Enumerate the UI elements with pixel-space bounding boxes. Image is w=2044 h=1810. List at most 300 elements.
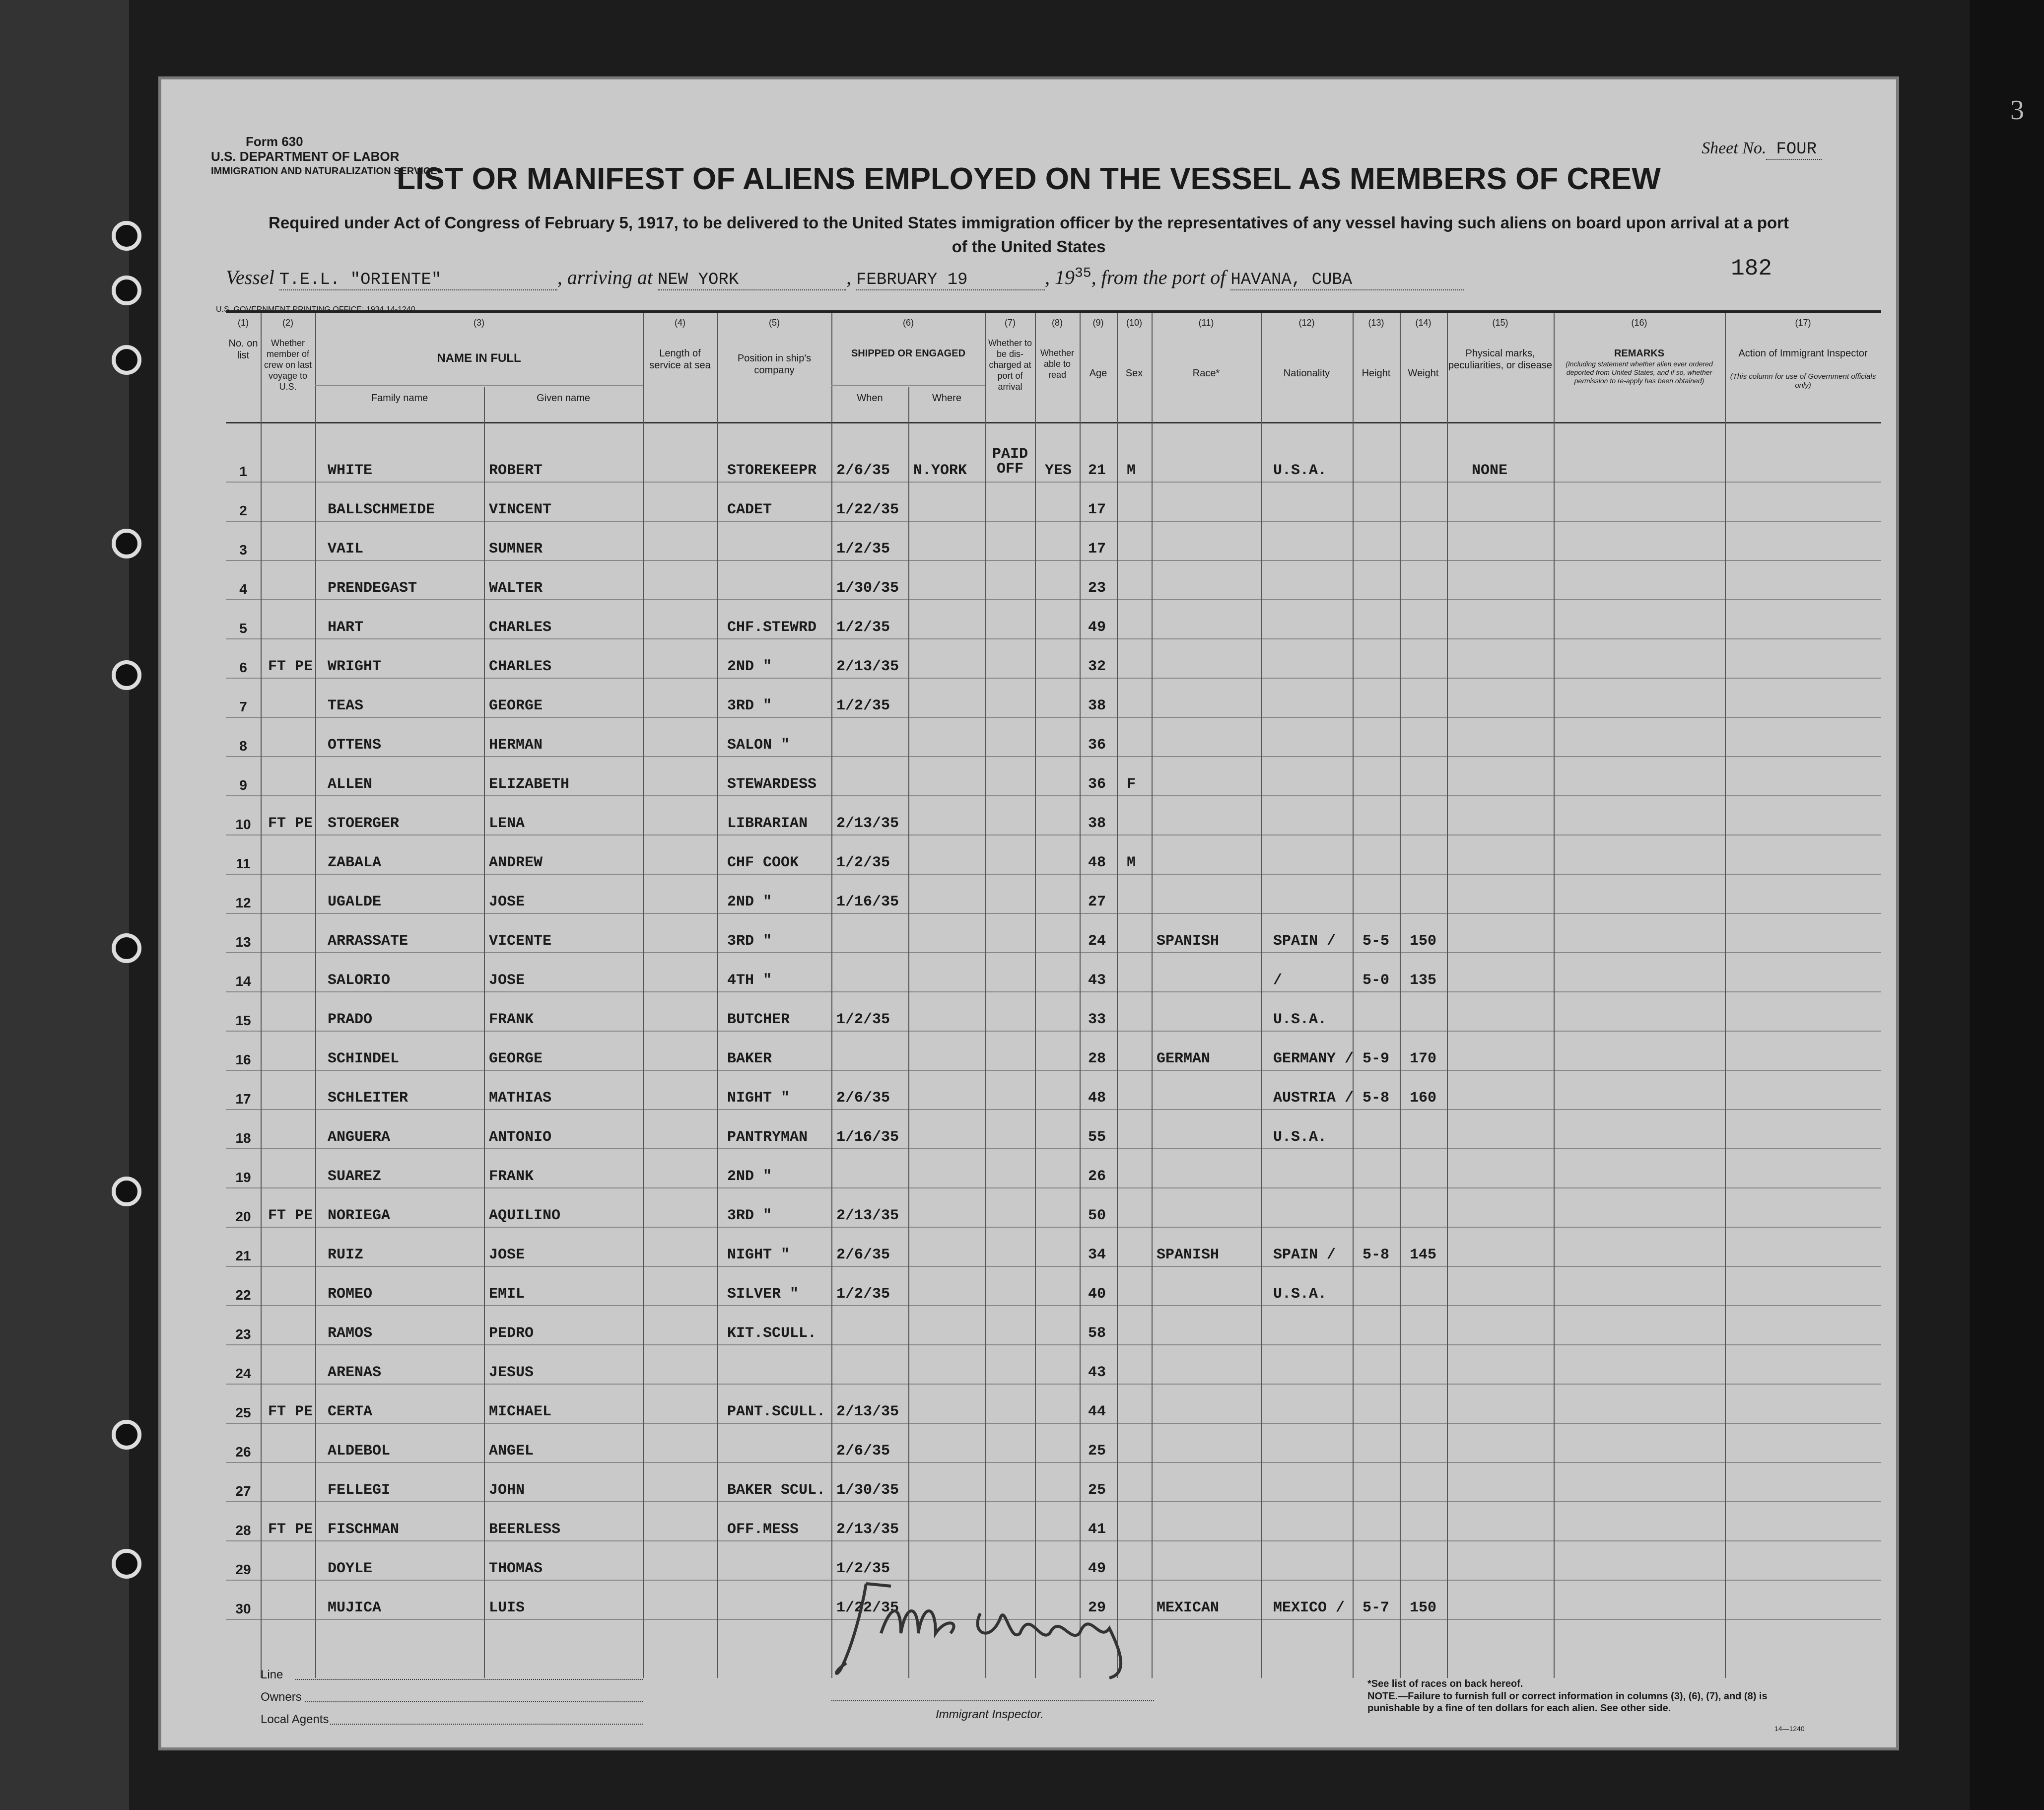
row-rule xyxy=(226,1148,1881,1149)
header-position: Position in ship's company xyxy=(737,353,812,376)
shipped-where-cell: N.YORK xyxy=(913,462,967,479)
shipped-when-cell: 1/30/35 xyxy=(836,580,899,597)
owners-label: Owners xyxy=(261,1690,302,1704)
header-when: When xyxy=(857,393,883,404)
film-border-right xyxy=(1970,0,2044,1810)
age-cell: 25 xyxy=(1088,1482,1106,1499)
row-number-cell: 21 xyxy=(235,1248,251,1263)
position-cell: BUTCHER xyxy=(727,1011,790,1028)
row-rule xyxy=(226,874,1881,875)
position-cell: CADET xyxy=(727,501,772,518)
position-cell: PANTRYMAN xyxy=(727,1129,808,1146)
header-physical-marks: Physical marks, peculiarities, or disease xyxy=(1448,348,1552,371)
sex-cell: M xyxy=(1127,854,1136,871)
given-name-cell: JOSE xyxy=(489,894,525,910)
vessel-label: Vessel xyxy=(226,266,274,288)
col-number: (13) xyxy=(1368,318,1384,328)
prev-voyage-cell: FT PE xyxy=(268,658,313,675)
row-number-cell: 16 xyxy=(235,1052,251,1067)
family-name-cell: TEAS xyxy=(328,697,364,714)
row-number-cell: 27 xyxy=(235,1483,251,1499)
header-prev-voyage: Whether member of crew on last voyage to U.S. xyxy=(264,338,312,392)
row-rule xyxy=(226,1187,1881,1188)
document-title: LIST OR MANIFEST OF ALIENS EMPLOYED ON THE VESSEL AS MEMBERS OF CREW xyxy=(397,162,1661,196)
height-cell: 5-9 xyxy=(1363,1050,1390,1067)
row-rule xyxy=(226,1423,1881,1424)
given-name-cell: FRANK xyxy=(489,1011,534,1028)
row-number-cell: 7 xyxy=(239,699,247,714)
row-rule xyxy=(226,913,1881,914)
shipped-when-cell: 1/22/35 xyxy=(836,501,899,518)
row-number-cell: 9 xyxy=(239,777,247,793)
given-name-cell: LUIS xyxy=(489,1600,525,1616)
age-cell: 48 xyxy=(1088,854,1106,871)
weight-cell: 135 xyxy=(1410,972,1437,989)
position-cell: NIGHT " xyxy=(727,1090,790,1107)
height-cell: 5-0 xyxy=(1363,972,1390,989)
given-name-cell: CHARLES xyxy=(489,658,552,675)
header-remarks: REMARKS xyxy=(1614,348,1665,359)
header-remarks-detail: (Including statement whether alien ever ordered deported from United States, and if so, whether permission to re-apply has been obtained) xyxy=(1566,360,1713,385)
given-name-cell: VICENTE xyxy=(489,933,552,950)
position-cell: BAKER xyxy=(727,1050,772,1067)
position-cell: 2ND " xyxy=(727,1168,772,1185)
form-code: 14—1240 xyxy=(1774,1725,1805,1733)
family-name-cell: VAIL xyxy=(328,541,364,557)
height-cell: 5-7 xyxy=(1363,1600,1390,1616)
sheet-label: Sheet No. xyxy=(1702,139,1767,157)
given-name-cell: ANGEL xyxy=(489,1443,534,1460)
given-name-cell: FRANK xyxy=(489,1168,534,1185)
age-cell: 58 xyxy=(1088,1325,1106,1342)
binding-hole xyxy=(112,529,141,558)
row-number-cell: 14 xyxy=(235,974,251,989)
age-cell: 49 xyxy=(1088,1560,1106,1577)
row-rule xyxy=(226,795,1881,796)
shipped-when-cell: 2/13/35 xyxy=(836,1207,899,1224)
row-number-cell: 3 xyxy=(239,542,247,557)
nationality-cell: U.S.A. xyxy=(1273,1129,1327,1146)
shipped-when-cell: 1/16/35 xyxy=(836,1129,899,1146)
position-cell: 3RD " xyxy=(727,933,772,950)
col-number: (5) xyxy=(769,318,780,328)
penalty-note: NOTE.—Failure to furnish full or correct information in columns (3), (6), (7), and (8) is punishable by a fine of ten dollars for each alien. See other side. xyxy=(1367,1691,1768,1714)
row-number-cell: 12 xyxy=(235,895,251,910)
row-number-cell: 8 xyxy=(239,738,247,754)
age-cell: 17 xyxy=(1088,541,1106,557)
column-divider xyxy=(1117,313,1118,1678)
family-name-cell: ZABALA xyxy=(328,854,382,871)
row-rule xyxy=(226,1227,1881,1228)
physical-marks-cell: NONE xyxy=(1472,462,1508,479)
row-number-cell: 2 xyxy=(239,503,247,518)
column-divider xyxy=(643,313,644,1678)
row-rule xyxy=(226,991,1881,992)
family-name-cell: MUJICA xyxy=(328,1600,382,1616)
family-name-cell: RUIZ xyxy=(328,1247,364,1263)
sex-cell: F xyxy=(1127,776,1136,793)
col-number: (10) xyxy=(1126,318,1142,328)
age-cell: 48 xyxy=(1088,1090,1106,1107)
family-name-cell: ANGUERA xyxy=(328,1129,391,1146)
given-name-cell: SUMNER xyxy=(489,541,543,557)
weight-cell: 150 xyxy=(1410,933,1437,950)
given-name-cell: MATHIAS xyxy=(489,1090,552,1107)
shipped-when-cell: 2/13/35 xyxy=(836,1403,899,1420)
given-name-cell: CHARLES xyxy=(489,619,552,636)
row-rule xyxy=(226,756,1881,757)
crew-table xyxy=(226,310,1881,1678)
inspector-field xyxy=(831,1700,1154,1701)
height-cell: 5-8 xyxy=(1363,1090,1390,1107)
row-number-cell: 28 xyxy=(235,1523,251,1538)
row-rule xyxy=(226,1266,1881,1267)
prev-voyage-cell: FT PE xyxy=(268,815,313,832)
family-name-cell: STOERGER xyxy=(328,815,400,832)
film-border-left xyxy=(0,0,129,1810)
family-name-cell: ALLEN xyxy=(328,776,373,793)
given-name-cell: GEORGE xyxy=(489,697,543,714)
shipped-when-cell: 1/2/35 xyxy=(836,541,890,557)
col-number: (11) xyxy=(1198,318,1214,328)
row-rule xyxy=(226,1109,1881,1110)
age-cell: 40 xyxy=(1088,1286,1106,1303)
column-divider xyxy=(1353,313,1354,1678)
column-divider xyxy=(1035,313,1036,1678)
nationality-cell: AUSTRIA / xyxy=(1273,1090,1354,1107)
header-shipped-engaged: SHIPPED OR ENGAGED xyxy=(851,348,966,359)
prev-voyage-cell: FT PE xyxy=(268,1207,313,1224)
race-cell: MEXICAN xyxy=(1157,1600,1220,1616)
row-rule xyxy=(226,560,1881,561)
line-label: Line xyxy=(261,1668,283,1681)
family-name-cell: FISCHMAN xyxy=(328,1521,400,1538)
row-rule xyxy=(226,1501,1881,1502)
age-cell: 21 xyxy=(1088,462,1106,479)
family-name-cell: SCHINDEL xyxy=(328,1050,400,1067)
family-name-cell: ALDEBOL xyxy=(328,1443,391,1460)
nationality-cell: SPAIN / xyxy=(1273,1247,1336,1263)
given-name-cell: LENA xyxy=(489,815,525,832)
header-weight: Weight xyxy=(1408,368,1439,379)
shipped-when-cell: 2/6/35 xyxy=(836,1443,890,1460)
shipped-when-cell: 2/13/35 xyxy=(836,815,899,832)
shipped-when-cell: 1/2/35 xyxy=(836,697,890,714)
family-name-cell: CERTA xyxy=(328,1403,373,1420)
binding-hole xyxy=(112,933,141,963)
header-discharged: Whether to be dis-charged at port of arrival xyxy=(988,338,1032,392)
family-name-cell: SUAREZ xyxy=(328,1168,382,1185)
shipped-when-cell: 1/16/35 xyxy=(836,894,899,910)
nationality-cell: SPAIN / xyxy=(1273,933,1336,950)
header-where: Where xyxy=(932,393,961,404)
given-name-cell: MICHAEL xyxy=(489,1403,552,1420)
row-number-cell: 6 xyxy=(239,660,247,675)
nationality-cell: GERMANY / xyxy=(1273,1050,1354,1067)
given-name-cell: AQUILINO xyxy=(489,1207,561,1224)
family-name-cell: NORIEGA xyxy=(328,1207,391,1224)
shipped-when-cell: 1/22/35 xyxy=(836,1600,899,1616)
form-department: U.S. DEPARTMENT OF LABOR xyxy=(211,149,400,164)
column-divider xyxy=(1554,313,1555,1678)
age-cell: 17 xyxy=(1088,501,1106,518)
column-divider xyxy=(831,313,832,1678)
races-note: *See list of races on back hereof. xyxy=(1367,1678,1523,1689)
given-name-cell: JOSE xyxy=(489,972,525,989)
row-number-cell: 5 xyxy=(239,621,247,636)
shipped-when-cell: 2/13/35 xyxy=(836,658,899,675)
position-cell: OFF.MESS xyxy=(727,1521,799,1538)
column-divider xyxy=(985,313,986,1678)
family-name-cell: UGALDE xyxy=(328,894,382,910)
age-cell: 23 xyxy=(1088,580,1106,597)
family-name-cell: HART xyxy=(328,619,364,636)
row-rule xyxy=(226,678,1881,679)
row-number-cell: 19 xyxy=(235,1170,251,1185)
col-number: (12) xyxy=(1298,318,1315,328)
row-number-cell: 15 xyxy=(235,1013,251,1028)
subheader-divider xyxy=(831,385,985,386)
sheet-value: FOUR xyxy=(1766,140,1822,160)
family-name-cell: PRADO xyxy=(328,1011,373,1028)
weight-cell: 150 xyxy=(1410,1600,1437,1616)
col-number: (17) xyxy=(1795,318,1811,328)
row-rule xyxy=(226,599,1881,600)
subheader-divider xyxy=(315,385,643,386)
from-port-label: from the port of xyxy=(1101,266,1226,288)
row-number-cell: 11 xyxy=(236,856,251,871)
row-number-cell: 10 xyxy=(235,817,251,832)
form-service: IMMIGRATION AND NATURALIZATION SERVICE xyxy=(211,166,437,177)
inspector-label: Immigrant Inspector. xyxy=(936,1708,1044,1721)
age-cell: 25 xyxy=(1088,1443,1106,1460)
header-family-name: Family name xyxy=(371,393,428,404)
binding-hole xyxy=(112,345,141,375)
discharged-cell: PAID OFF xyxy=(992,446,1028,478)
age-cell: 29 xyxy=(1088,1600,1106,1616)
family-name-cell: WRIGHT xyxy=(328,658,382,675)
column-divider xyxy=(1080,313,1081,1678)
row-rule xyxy=(226,1305,1881,1306)
form-number: Form 630 xyxy=(246,134,303,149)
position-cell: 2ND " xyxy=(727,658,772,675)
age-cell: 33 xyxy=(1088,1011,1106,1028)
row-rule xyxy=(226,1384,1881,1385)
position-cell: SALON " xyxy=(727,737,790,754)
nationality-cell: U.S.A. xyxy=(1273,1286,1327,1303)
shipped-when-cell: 2/13/35 xyxy=(836,1521,899,1538)
sheet-number xyxy=(1702,139,1822,159)
given-name-cell: ROBERT xyxy=(489,462,543,479)
position-cell: LIBRARIAN xyxy=(727,815,808,832)
age-cell: 36 xyxy=(1088,776,1106,793)
header-name-in-full: NAME IN FULL xyxy=(437,351,521,365)
family-name-cell: FELLEGI xyxy=(328,1482,391,1499)
family-name-cell: ROMEO xyxy=(328,1286,373,1303)
shipped-when-cell: 1/2/35 xyxy=(836,619,890,636)
owners-field xyxy=(305,1701,643,1702)
row-number-cell: 13 xyxy=(235,934,251,950)
age-cell: 50 xyxy=(1088,1207,1106,1224)
row-number-cell: 24 xyxy=(235,1366,251,1381)
nationality-cell: U.S.A. xyxy=(1273,462,1327,479)
family-name-cell: RAMOS xyxy=(328,1325,373,1342)
position-cell: CHF.STEWRD xyxy=(727,619,817,636)
col-number: (1) xyxy=(238,318,249,328)
family-name-cell: BALLSCHMEIDE xyxy=(328,501,435,518)
header-no-on-list: No. on list xyxy=(228,338,258,361)
given-name-cell: JOHN xyxy=(489,1482,525,1499)
position-cell: NIGHT " xyxy=(727,1247,790,1263)
printing-office-line: U.S. GOVERNMENT PRINTING OFFICE: 1934 14-1240 xyxy=(216,305,415,314)
given-name-cell: ANTONIO xyxy=(489,1129,552,1146)
position-cell: BAKER SCUL. xyxy=(727,1482,826,1499)
age-cell: 44 xyxy=(1088,1403,1106,1420)
col-number: (16) xyxy=(1631,318,1647,328)
row-number-cell: 1 xyxy=(239,464,247,479)
position-cell: 2ND " xyxy=(727,894,772,910)
column-divider xyxy=(908,387,909,1678)
position-cell: 3RD " xyxy=(727,1207,772,1224)
shipped-when-cell: 1/30/35 xyxy=(836,1482,899,1499)
column-divider xyxy=(1447,313,1448,1678)
row-rule xyxy=(226,1070,1881,1071)
local-agents-label: Local Agents xyxy=(261,1713,329,1726)
col-number: (8) xyxy=(1052,318,1063,328)
age-cell: 26 xyxy=(1088,1168,1106,1185)
weight-cell: 145 xyxy=(1410,1247,1437,1263)
row-rule xyxy=(226,1031,1881,1032)
column-divider xyxy=(1152,313,1153,1678)
position-cell: CHF COOK xyxy=(727,854,799,871)
given-name-cell: GEORGE xyxy=(489,1050,543,1067)
race-cell: SPANISH xyxy=(1157,933,1220,950)
row-number-cell: 20 xyxy=(235,1209,251,1224)
header-race: Race* xyxy=(1192,368,1220,379)
shipped-when-cell: 1/2/35 xyxy=(836,854,890,871)
manifest-page xyxy=(161,79,1896,1747)
nationality-cell: / xyxy=(1273,972,1283,989)
nationality-cell: MEXICO / xyxy=(1273,1600,1345,1616)
prev-voyage-cell: FT PE xyxy=(268,1521,313,1538)
family-name-cell: WHITE xyxy=(328,462,373,479)
row-number-cell: 25 xyxy=(235,1405,251,1420)
age-cell: 28 xyxy=(1088,1050,1106,1067)
family-name-cell: OTTENS xyxy=(328,737,382,754)
position-cell: PANT.SCULL. xyxy=(727,1403,826,1420)
row-number-cell: 26 xyxy=(235,1444,251,1460)
given-name-cell: ELIZABETH xyxy=(489,776,570,793)
local-agents-field xyxy=(330,1724,643,1725)
column-divider xyxy=(1261,313,1262,1678)
column-divider xyxy=(1400,313,1401,1678)
arriving-label: arriving at xyxy=(567,266,653,288)
given-name-cell: HERMAN xyxy=(489,737,543,754)
shipped-when-cell: 1/2/35 xyxy=(836,1560,890,1577)
row-rule xyxy=(226,521,1881,522)
header-sex: Sex xyxy=(1125,368,1143,379)
prev-voyage-cell: FT PE xyxy=(268,1403,313,1420)
able-read-cell: YES xyxy=(1045,462,1072,479)
row-rule xyxy=(226,1540,1881,1541)
given-name-cell: PEDRO xyxy=(489,1325,534,1342)
shipped-when-cell: 2/6/35 xyxy=(836,462,890,479)
shipped-when-cell: 2/6/35 xyxy=(836,1247,890,1263)
age-cell: 55 xyxy=(1088,1129,1106,1146)
family-name-cell: PRENDEGAST xyxy=(328,580,417,597)
header-inspector-detail: (This column for use of Government officials only) xyxy=(1730,372,1876,390)
row-number-cell: 22 xyxy=(235,1287,251,1303)
row-rule xyxy=(226,717,1881,718)
given-name-cell: WALTER xyxy=(489,580,543,597)
age-cell: 41 xyxy=(1088,1521,1106,1538)
weight-cell: 160 xyxy=(1410,1090,1437,1107)
binding-hole xyxy=(112,1549,141,1579)
corner-number: 3 xyxy=(2010,95,2024,126)
position-cell: 4TH " xyxy=(727,972,772,989)
row-number-cell: 18 xyxy=(235,1130,251,1146)
col-number: (2) xyxy=(282,318,293,328)
given-name-cell: VINCENT xyxy=(489,501,552,518)
position-cell: 3RD " xyxy=(727,697,772,714)
header-height: Height xyxy=(1362,368,1391,379)
age-cell: 36 xyxy=(1088,737,1106,754)
header-able-read: Whether able to read xyxy=(1040,348,1075,380)
shipped-when-cell: 1/2/35 xyxy=(836,1286,890,1303)
row-rule xyxy=(226,1462,1881,1463)
column-divider xyxy=(315,313,316,1678)
col-number: (7) xyxy=(1005,318,1016,328)
header-age: Age xyxy=(1089,368,1107,379)
column-divider xyxy=(717,313,718,1678)
binding-hole xyxy=(112,221,141,251)
binding-hole xyxy=(112,276,141,305)
family-name-cell: ARRASSATE xyxy=(328,933,409,950)
age-cell: 24 xyxy=(1088,933,1106,950)
header-nationality: Nationality xyxy=(1283,368,1330,379)
age-cell: 49 xyxy=(1088,619,1106,636)
col-number: (14) xyxy=(1415,318,1431,328)
weight-cell: 170 xyxy=(1410,1050,1437,1067)
race-cell: SPANISH xyxy=(1157,1247,1220,1263)
age-cell: 38 xyxy=(1088,697,1106,714)
shipped-when-cell: 2/6/35 xyxy=(836,1090,890,1107)
family-name-cell: ARENAS xyxy=(328,1364,382,1381)
col-number: (15) xyxy=(1492,318,1508,328)
document-subtitle: Required under Act of Congress of February 5, 1917, to be delivered to the United States immigration officer by the representatives of any vessel having such aliens on board upon arrival at a port of the United States xyxy=(268,213,1789,256)
height-cell: 5-5 xyxy=(1363,933,1390,950)
vessel-name: T.E.L. "ORIENTE" xyxy=(279,271,557,290)
header-length-service: Length of service at sea xyxy=(649,348,711,371)
binding-hole xyxy=(112,1177,141,1206)
year-suffix: 35 xyxy=(1075,266,1091,281)
row-rule xyxy=(226,1344,1881,1345)
age-cell: 43 xyxy=(1088,972,1106,989)
height-cell: 5-8 xyxy=(1363,1247,1390,1263)
row-rule xyxy=(226,952,1881,953)
shipped-when-cell: 1/2/35 xyxy=(836,1011,890,1028)
age-cell: 27 xyxy=(1088,894,1106,910)
given-name-cell: JESUS xyxy=(489,1364,534,1381)
age-cell: 43 xyxy=(1088,1364,1106,1381)
age-cell: 34 xyxy=(1088,1247,1106,1263)
age-cell: 38 xyxy=(1088,815,1106,832)
position-cell: STOREKEEPR xyxy=(727,462,817,479)
row-number-cell: 17 xyxy=(235,1091,251,1107)
binding-hole xyxy=(112,1420,141,1450)
inspector-signature xyxy=(831,1574,1228,1683)
position-cell: KIT.SCULL. xyxy=(727,1325,817,1342)
